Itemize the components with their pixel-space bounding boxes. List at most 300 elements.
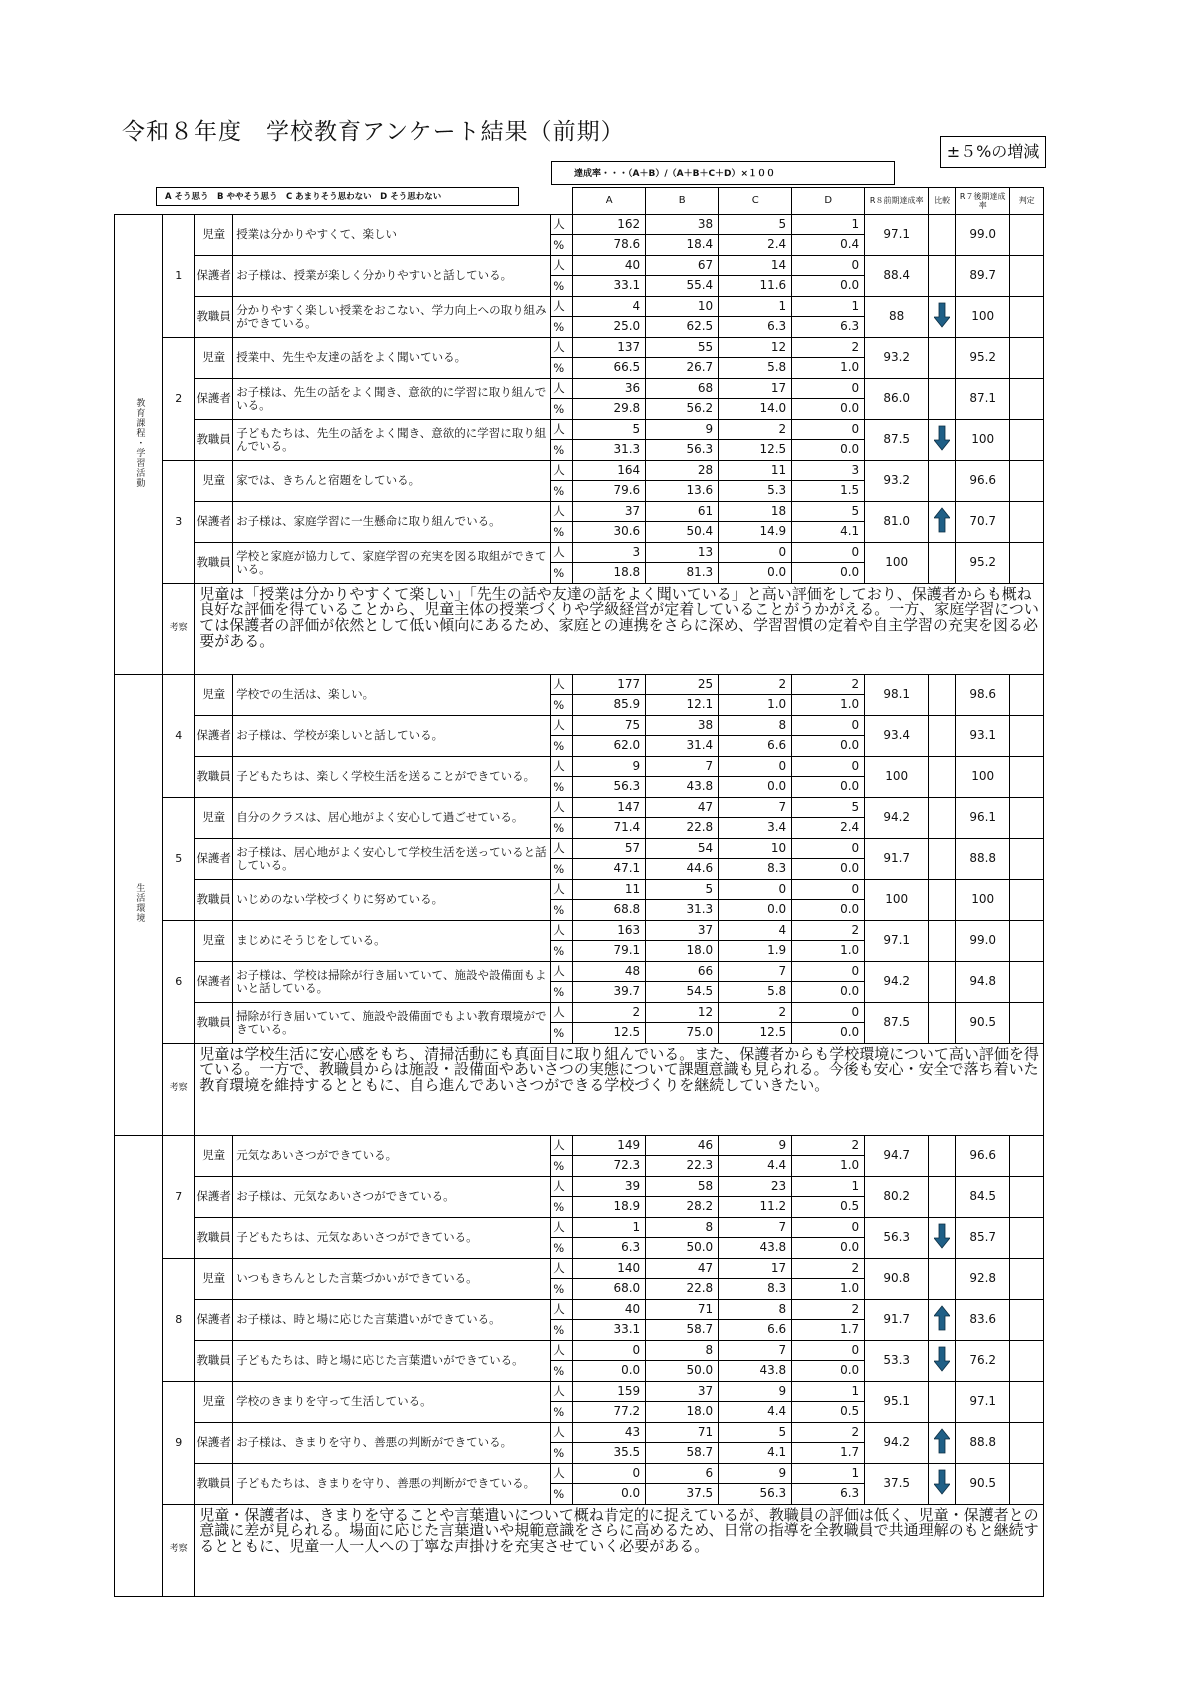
unit-percent: % [551,1238,573,1259]
unit-percent: % [551,1156,573,1177]
percent-value: 11.6 [719,276,792,297]
percent-value: 43.8 [646,777,719,798]
unit-percent: % [551,235,573,256]
count-value: 1 [792,214,865,235]
r8-rate: 97.1 [865,214,929,255]
percent-value: 1.7 [792,1320,865,1341]
percent-value: 66.5 [573,358,646,379]
unit-count: 人 [551,1258,573,1279]
count-value: 0 [792,756,865,777]
count-value: 10 [719,838,792,859]
compare-cell [929,920,956,961]
arrow-up-icon [934,1305,950,1331]
question-text: お子様は、居心地がよく安心して学校生活を送っていると話している。 [233,838,551,879]
count-value: 28 [646,460,719,481]
percent-value: 5.8 [719,982,792,1003]
unit-percent: % [551,358,573,379]
judge-cell [1010,879,1044,920]
table-row [115,797,1044,818]
compare-cell [929,1422,956,1463]
observation-row [115,583,1044,674]
percent-value: 56.3 [719,1484,792,1505]
judge-cell [1010,961,1044,1002]
compare-cell [929,1258,956,1299]
percent-value: 4.4 [719,1402,792,1423]
header-compare: 比較 [929,188,956,215]
count-value: 12 [719,337,792,358]
compare-cell [929,797,956,838]
observation-label: 考察 [163,583,195,674]
count-value: 149 [573,1135,646,1156]
item-number: 7 [163,1135,195,1258]
question-text: お子様は、家庭学習に一生懸命に取り組んでいる。 [233,501,551,542]
question-text: 元気なあいさつができている。 [233,1135,551,1176]
percent-value: 56.3 [646,440,719,461]
count-value: 0 [792,1340,865,1361]
r7-rate: 94.8 [956,961,1010,1002]
table-row [115,1135,1044,1156]
unit-count: 人 [551,920,573,941]
count-value: 162 [573,214,646,235]
percent-value: 0.0 [792,1238,865,1259]
unit-count: 人 [551,337,573,358]
percent-value: 2.4 [792,818,865,839]
percent-value: 30.6 [573,522,646,543]
count-value: 0 [792,1217,865,1238]
count-value: 58 [646,1176,719,1197]
count-value: 0 [719,542,792,563]
unit-percent: % [551,563,573,584]
count-value: 55 [646,337,719,358]
compare-cell [929,296,956,337]
respondent-label: 教職員 [195,542,233,583]
header-c: C [719,188,792,215]
r7-rate: 83.6 [956,1299,1010,1340]
count-value: 40 [573,1299,646,1320]
r8-rate: 95.1 [865,1381,929,1422]
unit-percent: % [551,777,573,798]
percent-value: 0.0 [719,900,792,921]
percent-value: 1.0 [792,1279,865,1300]
respondent-label: 保護者 [195,838,233,879]
r7-rate: 88.8 [956,1422,1010,1463]
percent-value: 31.4 [646,736,719,757]
count-value: 164 [573,460,646,481]
unit-percent: % [551,1484,573,1505]
count-value: 0 [573,1340,646,1361]
count-value: 1 [792,1176,865,1197]
question-text: お子様は、学校が楽しいと話している。 [233,715,551,756]
unit-percent: % [551,399,573,420]
question-text: 自分のクラスは、居心地がよく安心して過ごせている。 [233,797,551,838]
percent-value: 0.4 [792,235,865,256]
percent-value: 18.0 [646,941,719,962]
unit-count: 人 [551,1463,573,1484]
r7-rate: 85.7 [956,1217,1010,1258]
respondent-label: 保護者 [195,1176,233,1217]
arrow-down-icon [934,1469,950,1495]
compare-cell [929,419,956,460]
question-text: 分かりやすく楽しい授業をおこない、学力向上への取り組みができている。 [233,296,551,337]
count-value: 3 [792,460,865,481]
table-row [115,1176,1044,1197]
percent-value: 6.3 [719,317,792,338]
header-r7-rate: R７後期達成率 [956,188,1010,215]
percent-value: 12.5 [719,440,792,461]
count-value: 1 [792,1463,865,1484]
respondent-label: 保護者 [195,1299,233,1340]
item-number: 8 [163,1258,195,1381]
unit-percent: % [551,440,573,461]
r7-rate: 100 [956,879,1010,920]
count-value: 43 [573,1422,646,1443]
unit-percent: % [551,1320,573,1341]
r7-rate: 100 [956,756,1010,797]
count-value: 1 [792,1381,865,1402]
unit-count: 人 [551,715,573,736]
table-row [115,961,1044,982]
respondent-label: 保護者 [195,255,233,296]
r8-rate: 97.1 [865,920,929,961]
count-value: 47 [646,797,719,818]
r7-rate: 96.1 [956,797,1010,838]
question-text: お子様は、授業が楽しく分かりやすいと話している。 [233,255,551,296]
r7-rate: 96.6 [956,460,1010,501]
percent-value: 31.3 [646,900,719,921]
percent-value: 79.1 [573,941,646,962]
question-text: 授業中、先生や友達の話をよく聞いている。 [233,337,551,378]
percent-value: 50.0 [646,1238,719,1259]
r7-rate: 70.7 [956,501,1010,542]
respondent-label: 保護者 [195,1422,233,1463]
count-value: 8 [719,1299,792,1320]
judge-cell [1010,1258,1044,1299]
table-row [115,879,1044,900]
respondent-label: 教職員 [195,756,233,797]
percent-value: 33.1 [573,1320,646,1341]
arrow-up-icon [934,1428,950,1454]
percent-value: 3.4 [719,818,792,839]
count-value: 0 [792,715,865,736]
percent-value: 8.3 [719,859,792,880]
question-text: 学校と家庭が協力して、家庭学習の充実を図る取組ができている。 [233,542,551,583]
percent-value: 5.3 [719,481,792,502]
r7-rate: 90.5 [956,1463,1010,1504]
unit-count: 人 [551,1299,573,1320]
judge-cell [1010,838,1044,879]
percent-value: 12.5 [573,1023,646,1044]
count-value: 75 [573,715,646,736]
table-row [115,460,1044,481]
count-value: 140 [573,1258,646,1279]
percent-value: 2.4 [719,235,792,256]
respondent-label: 教職員 [195,879,233,920]
judge-cell [1010,1176,1044,1217]
table-row [115,674,1044,695]
count-value: 5 [573,419,646,440]
count-value: 0 [573,1463,646,1484]
count-value: 0 [792,255,865,276]
table-row [115,501,1044,522]
compare-cell [929,1176,956,1217]
category-cell [115,1135,163,1596]
table-row [115,1258,1044,1279]
question-text: 子どもたちは、時と場に応じた言葉遣いができている。 [233,1340,551,1381]
count-value: 177 [573,674,646,695]
r8-rate: 88 [865,296,929,337]
count-value: 2 [719,1002,792,1023]
count-value: 4 [573,296,646,317]
r8-rate: 56.3 [865,1217,929,1258]
percent-value: 22.8 [646,1279,719,1300]
respondent-label: 教職員 [195,1002,233,1043]
percent-value: 50.0 [646,1361,719,1382]
count-value: 2 [719,419,792,440]
question-text: 授業は分かりやすくて、楽しい [233,214,551,255]
compare-cell [929,542,956,583]
r8-rate: 53.3 [865,1340,929,1381]
count-value: 13 [646,542,719,563]
count-value: 37 [646,1381,719,1402]
table-row [115,255,1044,276]
percent-value: 81.3 [646,563,719,584]
compare-cell [929,1299,956,1340]
percent-value: 0.0 [792,736,865,757]
percent-value: 4.1 [792,522,865,543]
compare-cell [929,1463,956,1504]
judge-cell [1010,255,1044,296]
count-value: 5 [646,879,719,900]
table-row [115,1002,1044,1023]
judge-cell [1010,797,1044,838]
percent-value: 1.0 [792,695,865,716]
count-value: 0 [792,879,865,900]
percent-value: 0.0 [792,982,865,1003]
count-value: 1 [792,296,865,317]
compare-cell [929,337,956,378]
count-value: 18 [719,501,792,522]
item-number: 3 [163,460,195,583]
r8-rate: 100 [865,756,929,797]
observation-text: 児童・保護者は、きまりを守ることや言葉遣いについて概ね肯定的に捉えているが、教職員の評価は低く、児童・保護者との意識に差が見られる。場面に応じた言葉遣いや規範意識をさらに高めるため、日常の指導を全教職員で共通理解のもと継続するとともに、児童一人一人への丁寧な声掛けを充実させていく必要がある。 [195,1504,1044,1596]
r7-rate: 97.1 [956,1381,1010,1422]
category-cell [115,674,163,1135]
unit-percent: % [551,522,573,543]
answer-legend: A そう思う B ややそう思う C あまりそう思わない D そう思わない [156,187,519,206]
category-label: 教育課程・学習活動 [134,397,145,488]
question-text: お子様は、きまりを守り、善悪の判断ができている。 [233,1422,551,1463]
question-text: 学校のきまりを守って生活している。 [233,1381,551,1422]
unit-count: 人 [551,1422,573,1443]
percent-value: 22.3 [646,1156,719,1177]
table-row [115,1299,1044,1320]
judge-cell [1010,1422,1044,1463]
compare-cell [929,1381,956,1422]
respondent-label: 教職員 [195,296,233,337]
percent-value: 37.5 [646,1484,719,1505]
percent-value: 43.8 [719,1361,792,1382]
percent-value: 55.4 [646,276,719,297]
question-text: お子様は、元気なあいさつができている。 [233,1176,551,1217]
question-text: お子様は、先生の話をよく聞き、意欲的に学習に取り組んでいる。 [233,378,551,419]
table-row [115,920,1044,941]
judge-cell [1010,920,1044,961]
count-value: 9 [719,1135,792,1156]
table-row [115,838,1044,859]
question-text: 子どもたちは、きまりを守り、善悪の判断ができている。 [233,1463,551,1504]
judge-cell [1010,1463,1044,1504]
count-value: 5 [719,214,792,235]
r8-rate: 100 [865,542,929,583]
unit-percent: % [551,1443,573,1464]
percent-value: 50.4 [646,522,719,543]
count-value: 38 [646,715,719,736]
percent-value: 35.5 [573,1443,646,1464]
percent-value: 47.1 [573,859,646,880]
arrow-down-icon [934,1223,950,1249]
header-r8-rate: R８前期達成率 [865,188,929,215]
unit-count: 人 [551,674,573,695]
unit-count: 人 [551,1176,573,1197]
count-value: 7 [719,1340,792,1361]
judge-cell [1010,214,1044,255]
compare-cell [929,378,956,419]
unit-count: 人 [551,1002,573,1023]
percent-value: 0.0 [792,276,865,297]
respondent-label: 教職員 [195,419,233,460]
category-label: 生活環境 [134,883,145,924]
r7-rate: 93.1 [956,715,1010,756]
unit-count: 人 [551,1135,573,1156]
unit-percent: % [551,481,573,502]
count-value: 159 [573,1381,646,1402]
r7-rate: 87.1 [956,378,1010,419]
question-text: 子どもたちは、元気なあいさつができている。 [233,1217,551,1258]
observation-text: 児童は「授業は分かりやすくて楽しい」「先生の話や友達の話をよく聞いている」と高い評価をしており、保護者からも概ね良好な評価を得ていることから、児童主体の授業づくりや学級経営が定着していることがうかがえる。一方、家庭学習については保護者の評価が依然として低い傾向にあるため、家庭との連携をさらに深め、学習習慣の定着や自主学習の充実を図る必要がある。 [195,583,1044,674]
unit-percent: % [551,1402,573,1423]
count-value: 2 [792,1258,865,1279]
unit-percent: % [551,276,573,297]
respondent-label: 保護者 [195,378,233,419]
item-number: 4 [163,674,195,797]
count-value: 2 [792,1135,865,1156]
arrow-down-icon [934,425,950,451]
count-value: 2 [573,1002,646,1023]
percent-value: 22.8 [646,818,719,839]
judge-cell [1010,378,1044,419]
r8-rate: 88.4 [865,255,929,296]
count-value: 0 [792,838,865,859]
count-value: 5 [792,501,865,522]
r8-rate: 91.7 [865,1299,929,1340]
count-value: 3 [573,542,646,563]
question-text: 子どもたちは、楽しく学校生活を送ることができている。 [233,756,551,797]
respondent-label: 児童 [195,1258,233,1299]
respondent-label: 児童 [195,920,233,961]
percent-value: 12.1 [646,695,719,716]
item-number: 1 [163,214,195,337]
r8-rate: 100 [865,879,929,920]
table-row [115,1217,1044,1238]
percent-value: 0.0 [792,440,865,461]
percent-value: 4.4 [719,1156,792,1177]
percent-value: 31.3 [573,440,646,461]
unit-percent: % [551,1023,573,1044]
question-text: 掃除が行き届いていて、施設や設備面でもよい教育環境ができている。 [233,1002,551,1043]
percent-value: 0.0 [792,859,865,880]
percent-value: 0.5 [792,1402,865,1423]
r8-rate: 94.2 [865,1422,929,1463]
compare-cell [929,1217,956,1258]
count-value: 9 [573,756,646,777]
compare-cell [929,838,956,879]
count-value: 4 [719,920,792,941]
percent-value: 0.0 [573,1484,646,1505]
count-value: 66 [646,961,719,982]
table-row [115,715,1044,736]
percent-value: 85.9 [573,695,646,716]
header-b: B [646,188,719,215]
respondent-label: 教職員 [195,1217,233,1258]
question-text: いつもきちんとした言葉づかいができている。 [233,1258,551,1299]
header-row [115,188,1044,215]
survey-results-table [114,187,1044,1597]
r7-rate: 99.0 [956,214,1010,255]
percent-value: 0.5 [792,1197,865,1218]
r8-rate: 37.5 [865,1463,929,1504]
respondent-label: 児童 [195,797,233,838]
percent-value: 6.3 [792,317,865,338]
count-value: 0 [719,756,792,777]
unit-count: 人 [551,838,573,859]
count-value: 25 [646,674,719,695]
compare-cell [929,460,956,501]
judge-cell [1010,296,1044,337]
count-value: 2 [792,337,865,358]
respondent-label: 教職員 [195,1463,233,1504]
count-value: 12 [646,1002,719,1023]
count-value: 8 [646,1217,719,1238]
count-value: 57 [573,838,646,859]
count-value: 5 [792,797,865,818]
percent-value: 0.0 [792,563,865,584]
count-value: 2 [792,920,865,941]
unit-count: 人 [551,756,573,777]
percent-value: 54.5 [646,982,719,1003]
count-value: 8 [719,715,792,736]
unit-percent: % [551,859,573,880]
count-value: 54 [646,838,719,859]
header-a: A [573,188,646,215]
table-row [115,214,1044,235]
achievement-formula: 達成率・・・（A＋B）/（A＋B＋C＋D）×１００ [551,161,895,185]
percent-value: 58.7 [646,1320,719,1341]
count-value: 7 [646,756,719,777]
count-value: 14 [719,255,792,276]
compare-cell [929,214,956,255]
count-value: 0 [792,542,865,563]
respondent-label: 保護者 [195,501,233,542]
count-value: 7 [719,797,792,818]
unit-percent: % [551,982,573,1003]
percent-value: 1.0 [792,1156,865,1177]
compare-cell [929,674,956,715]
table-row [115,1340,1044,1361]
percent-value: 79.6 [573,481,646,502]
count-value: 47 [646,1258,719,1279]
unit-percent: % [551,818,573,839]
percent-value: 0.0 [792,1361,865,1382]
